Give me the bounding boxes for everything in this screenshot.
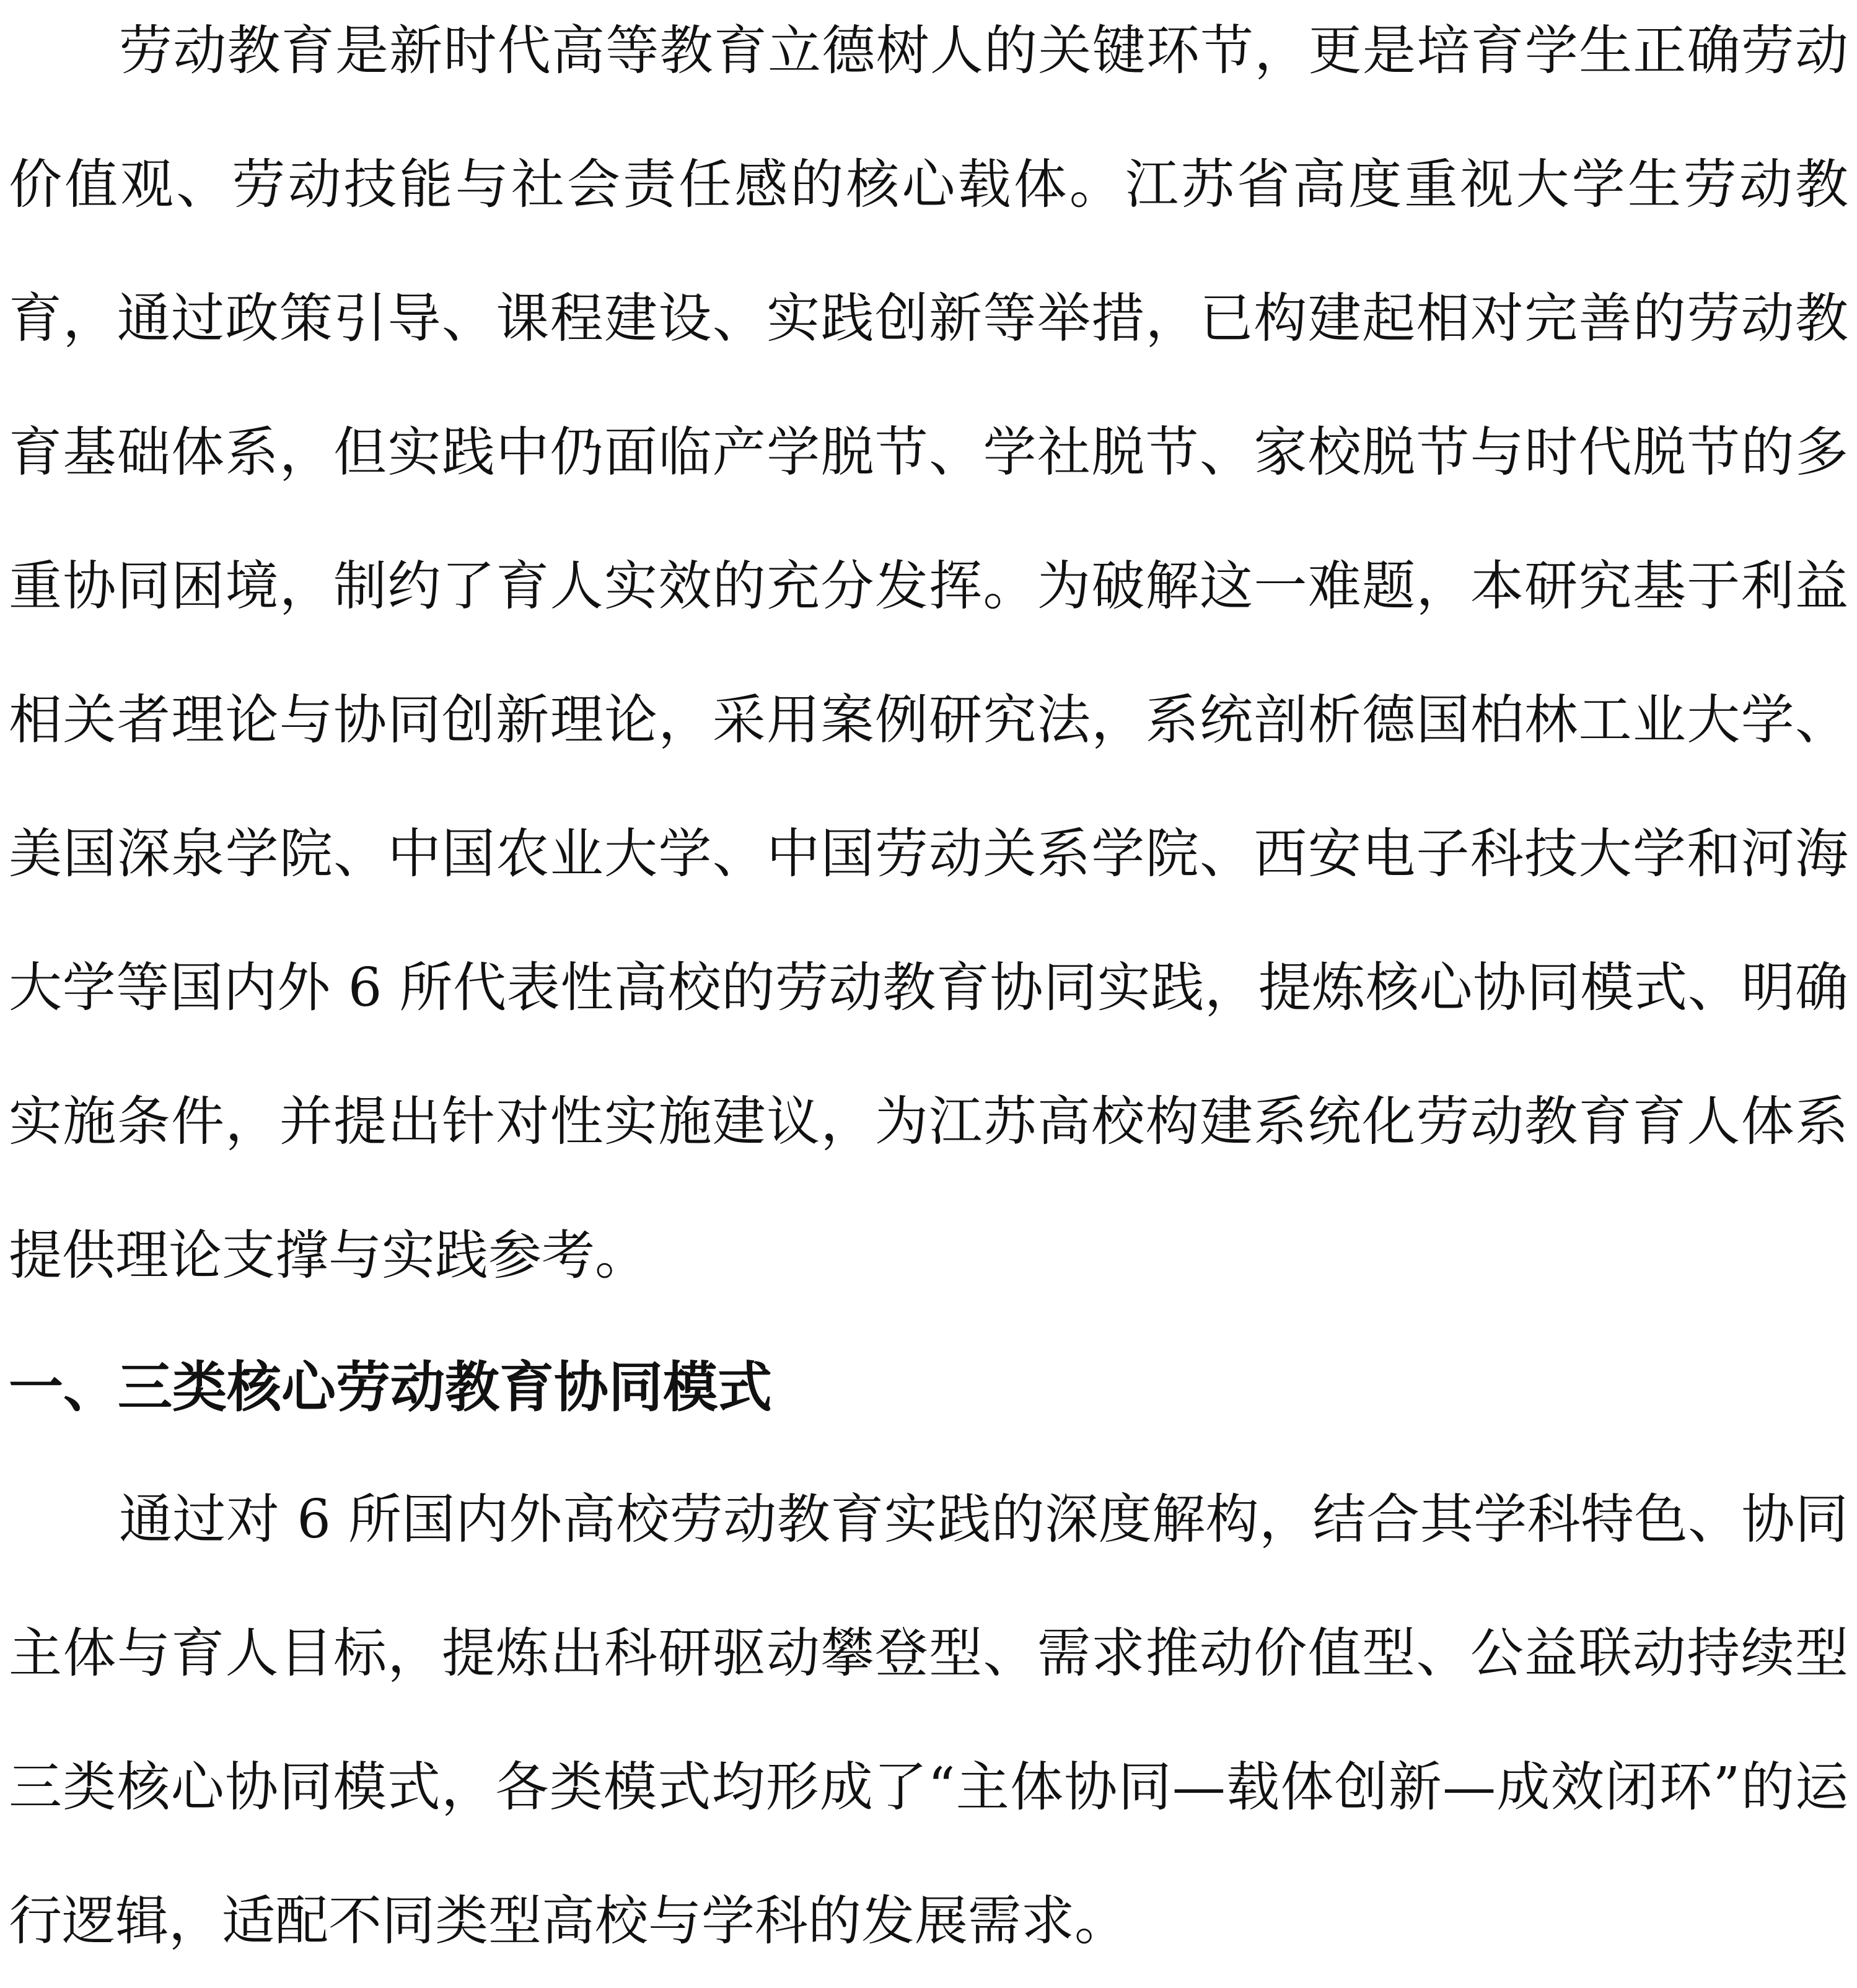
intro-paragraph: 劳动教育是新时代高等教育立德树人的关键环节，更是培育学生正确劳动价值观、劳动技能与社会责任感的核心载体。江苏省高度重视大学生劳动教育，通过政策引导、课程建设、实践创新等举措，已构建起相对完善的劳动教育基础体系，但实践中仍面临产学脱节、学社脱节、家校脱节与时代脱节的多重协同困境，制约了育人实效的充分发挥。为破解这一难题，本研究基于利益相关者理论与协同创新理论，采用案例研究法，系统剖析德国柏林工业大学、美国深泉学院、中国农业大学、中国劳动关系学院、西安电子科技大学和河海大学等国内外 6 所代表性高校的劳动教育协同实践，提炼核心协同模式、明确实施条件，并提出针对性实施建议，为江苏高校构建系统化劳动教育育人体系提供理论支撑与实践参考。 (9, 20, 1848, 1286)
section-paragraph: 通过对 6 所国内外高校劳动教育实践的深度解构，结合其学科特色、协同主体与育人目标，提炼出科研驱动攀登型、需求推动价值型、公益联动持续型三类核心协同模式，各类模式均形成了“主体协同—载体创新—成效闭环”的运行逻辑，适配不同类型高校与学科的发展需求。 (9, 1489, 1848, 1952)
section-heading: 一、三类核心劳动教育协同模式 (9, 1355, 773, 1419)
